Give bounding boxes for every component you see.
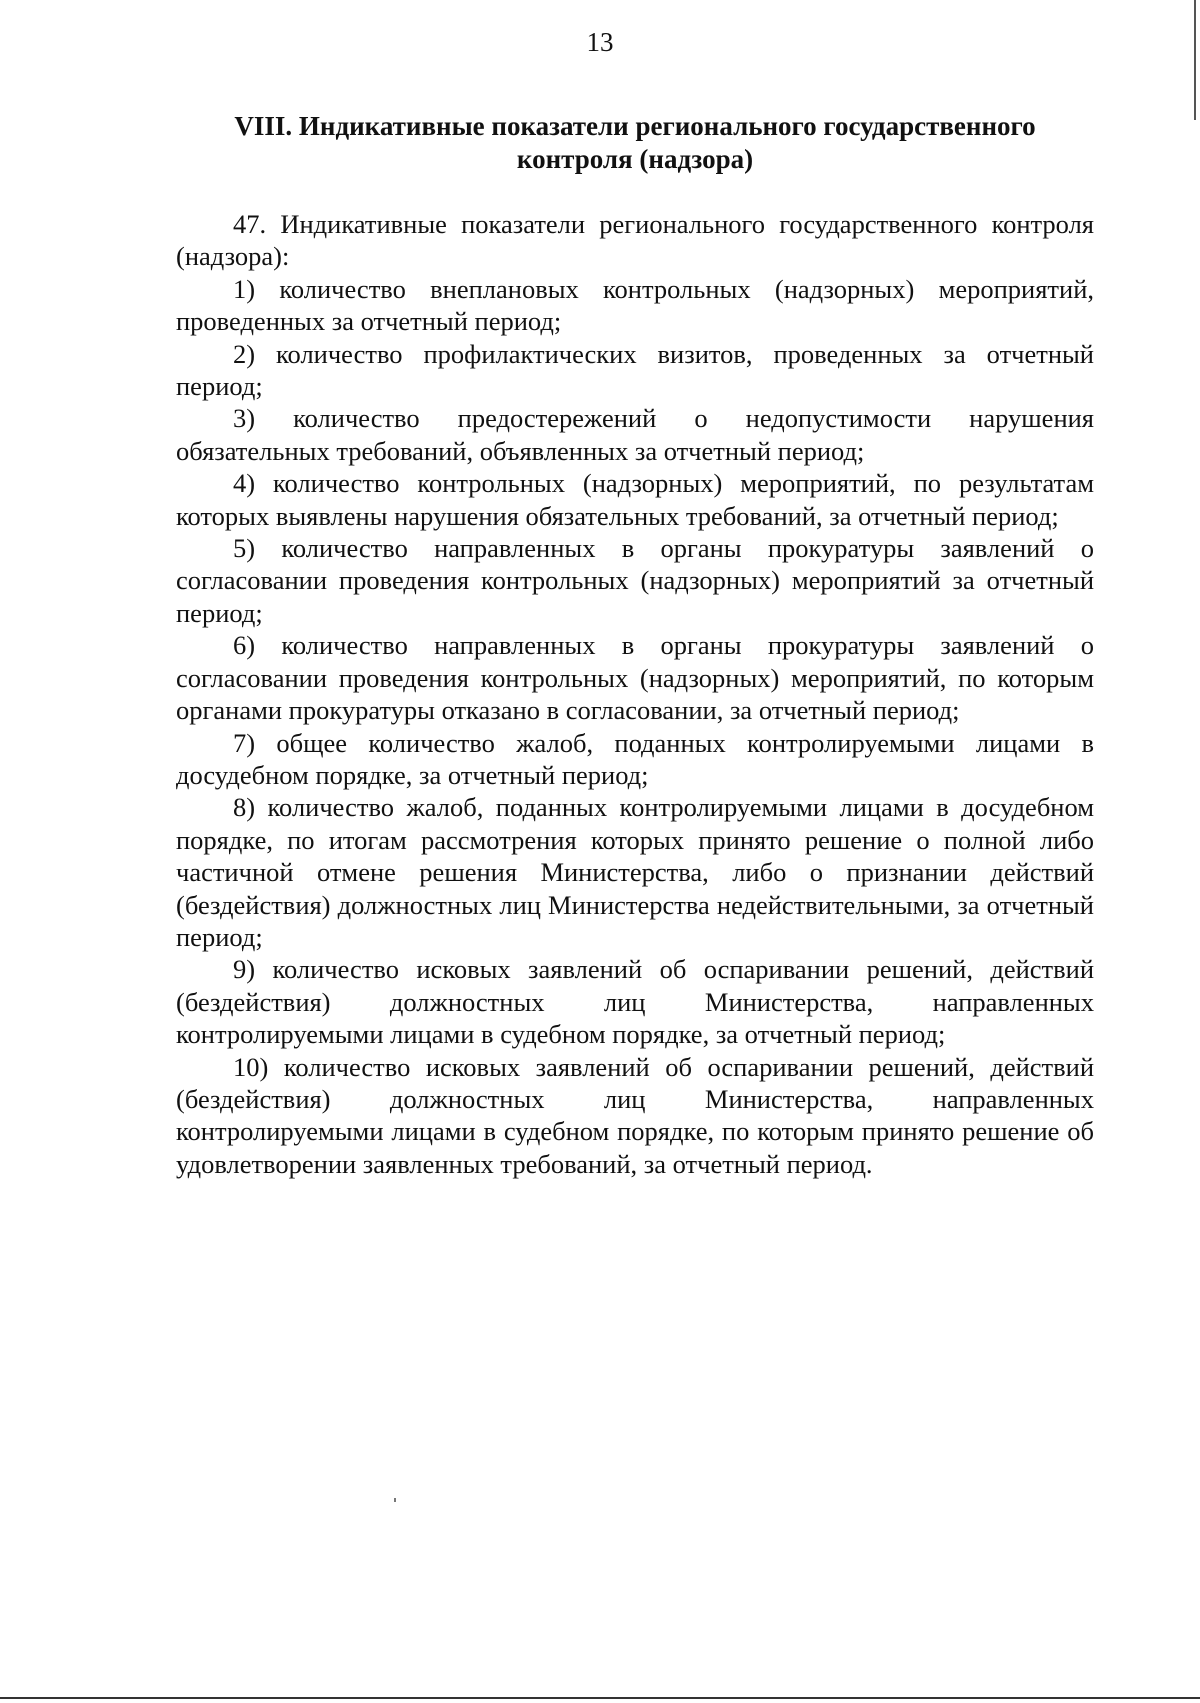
list-item-4: 4) количество контрольных (надзорных) мероприятий, по результатам которых выявлены нарушения обязательных требований, за отчетный период;: [176, 468, 1094, 531]
scan-bottom-line: [0, 1697, 1200, 1699]
list-item-2: 2) количество профилактических визитов, проведенных за отчетный период;: [176, 338, 1094, 402]
paragraph-47: 47. Индикативные показатели регионального государственного контроля (надзора):: [176, 209, 1094, 272]
body-text: [176, 208, 1094, 1180]
section-title: [176, 110, 1094, 176]
list-item-3: 3) количество предостережений о недопустимости нарушения обязательных требований, объявленных за отчетный период;: [176, 403, 1094, 466]
scan-speck: [394, 1498, 396, 1502]
section-title-line-2: контроля (надзора): [516, 144, 754, 174]
section-title-line-1: VIII. Индикативные показатели регионального государственного: [234, 111, 1036, 141]
list-item-5: 5) количество направленных в органы прокуратуры заявлений о согласовании проведения контрольных (надзорных) мероприятий за отчетный период;: [176, 533, 1094, 628]
list-item-9: 9) количество исковых заявлений об оспаривании решений, действий (бездействия) должностных лиц Министерства, направленных контролируемыми лицами в судебном порядке, за отчетный период;: [176, 954, 1094, 1050]
list-item-6: 6) количество направленных в органы прокуратуры заявлений о согласовании проведения контрольных (надзорных) мероприятий, по которым органами прокуратуры отказано в согласовании, за отчетный период;: [176, 630, 1094, 726]
page-number: 13: [586, 27, 614, 57]
list-item-10: 10) количество исковых заявлений об оспаривании решений, действий (бездействия) должностных лиц Министерства, направленных контролируемыми лицами в судебном порядке, по которым принято решение об удовлетворении заявленных требований, за отчетный период.: [176, 1051, 1094, 1179]
list-item-7: 7) общее количество жалоб, поданных контролируемыми лицами в досудебном порядке, за отчетный период;: [176, 727, 1094, 790]
list-item-8: 8) количество жалоб, поданных контролируемыми лицами в досудебном порядке, по итогам рассмотрения которых принято решение о полной либо частичной отмене решения Министерства, либо о признании действий (бездействия) должностных лиц Министерства недействительными, за отчетный период;: [176, 792, 1094, 952]
list-item-1: 1) количество внеплановых контрольных (надзорных) мероприятий, проведенных за отчетный период;: [176, 273, 1094, 337]
